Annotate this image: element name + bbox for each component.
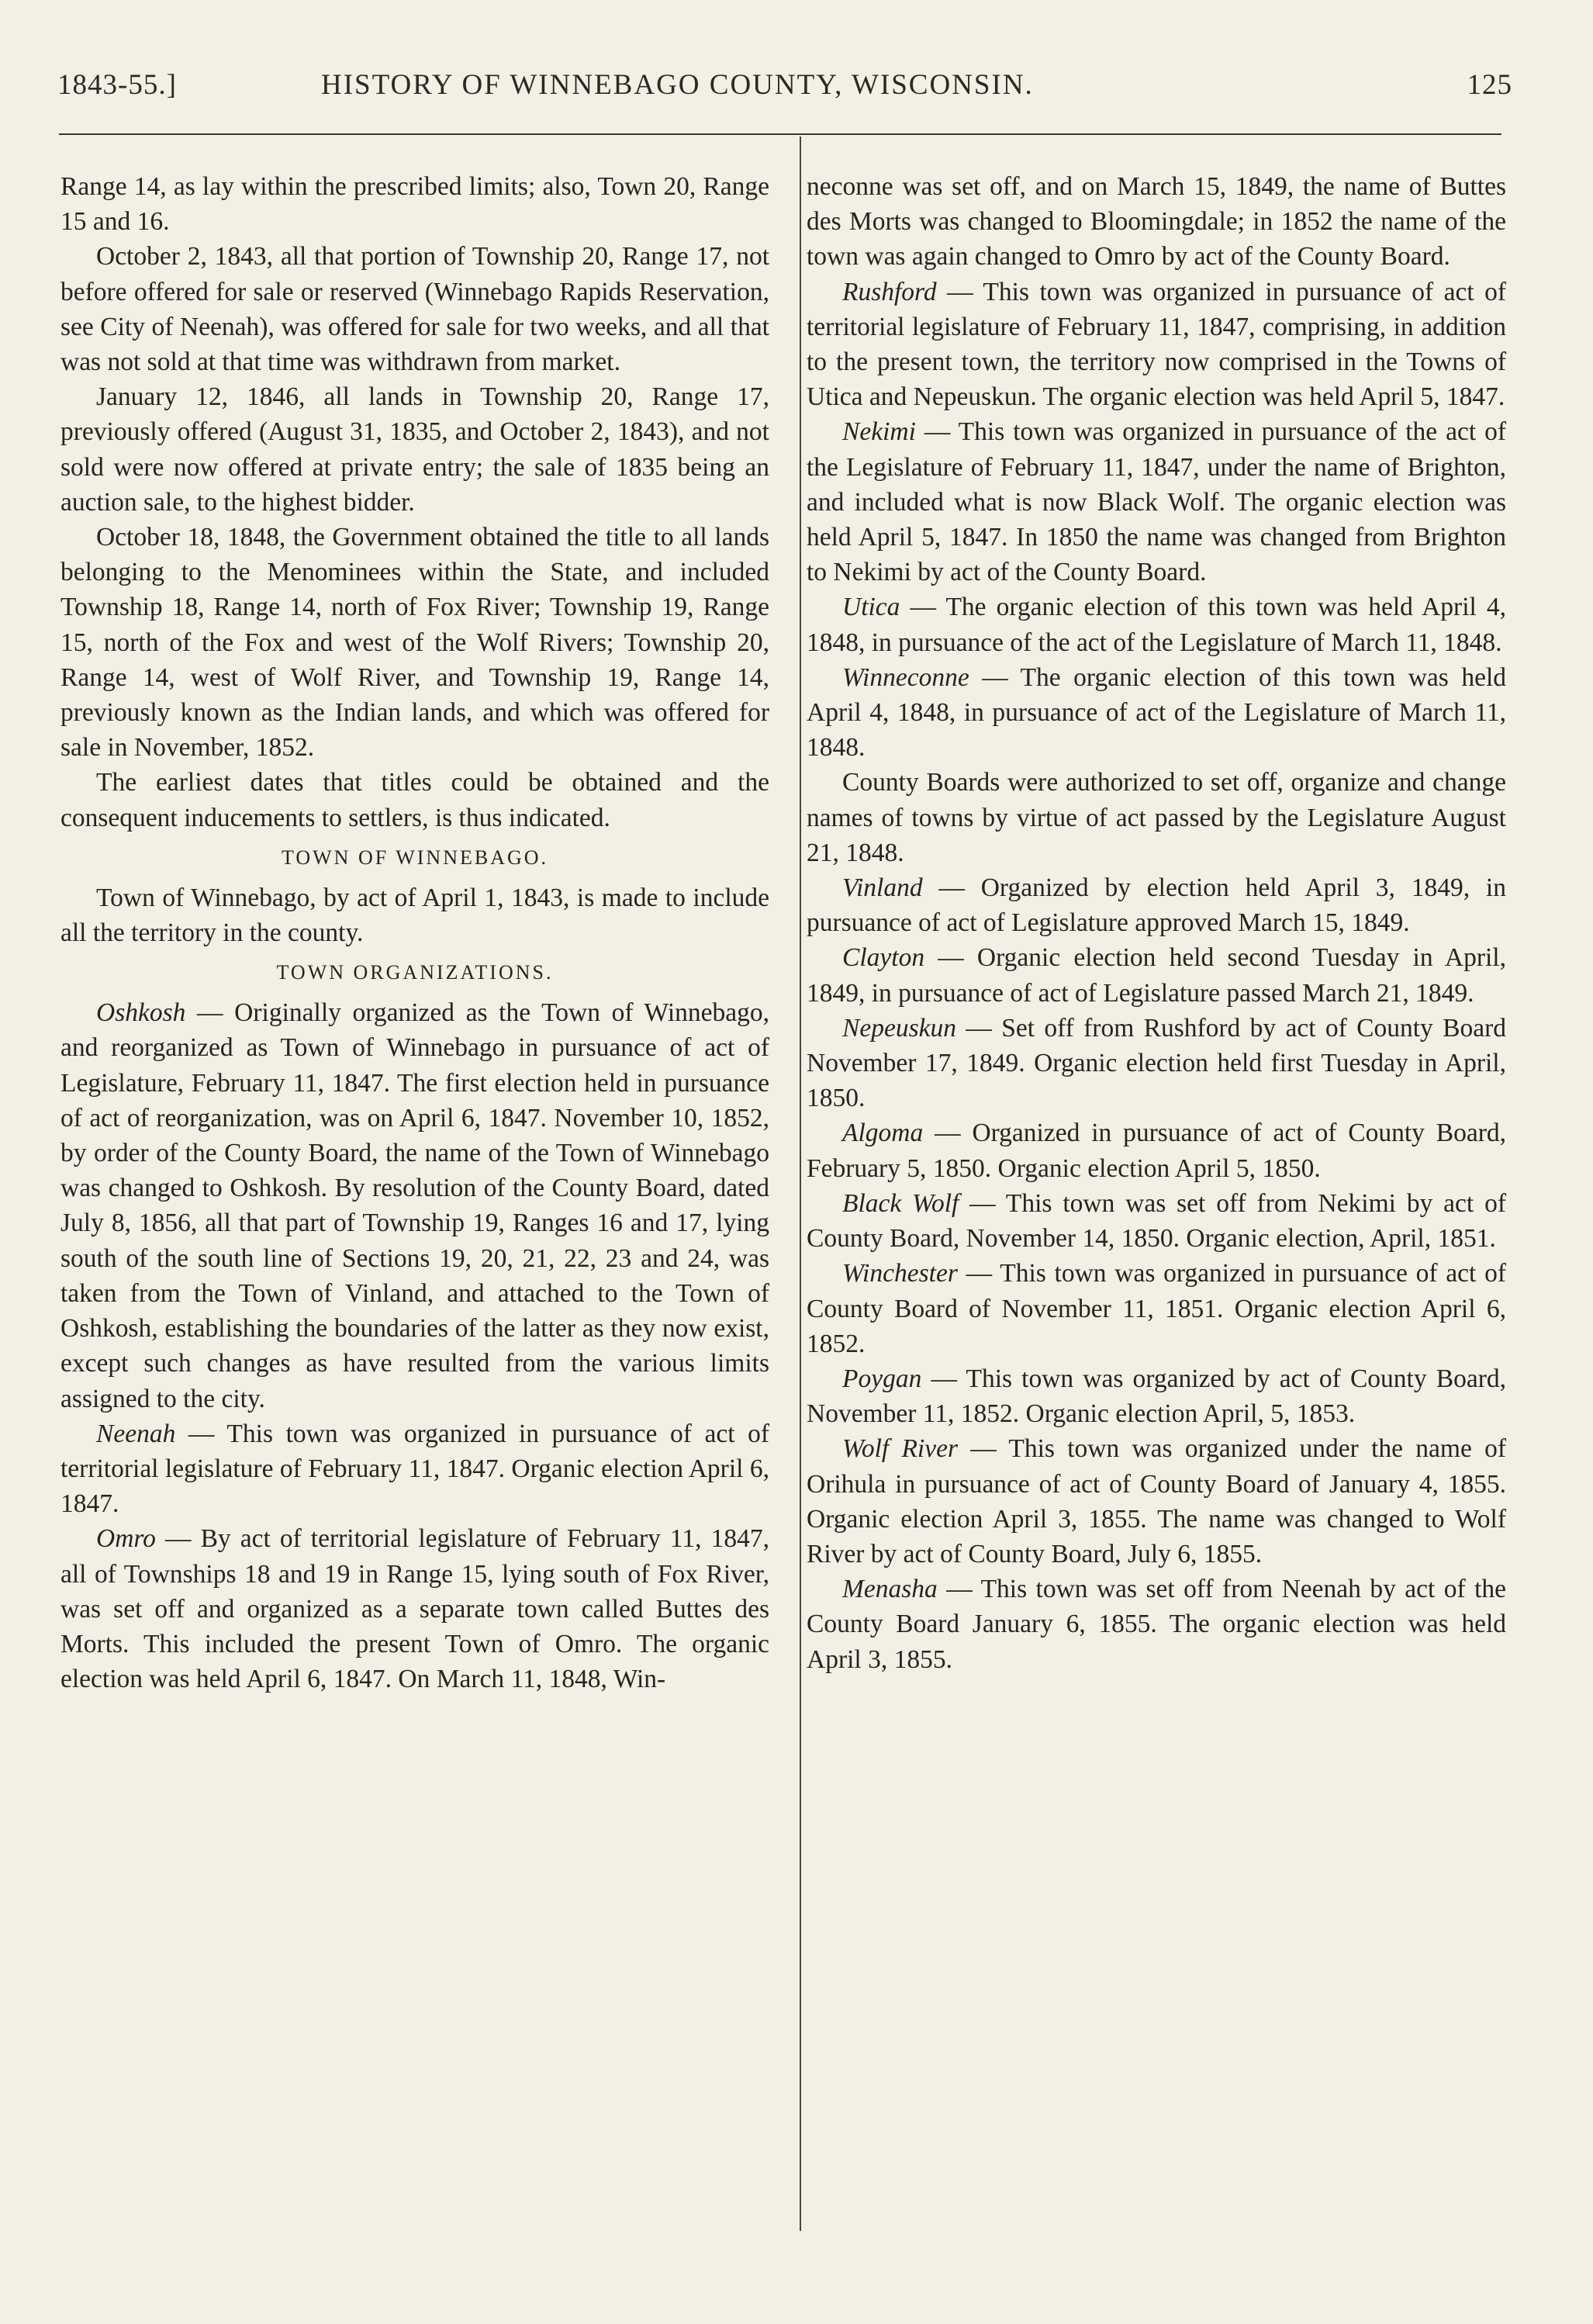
town-text: — The organic election of this town was held April 4, 1848, in pursuance of the act of the Legislature of March 11, 1848. (807, 593, 1506, 657)
right-column (807, 169, 1506, 1677)
town-entry (807, 1431, 1506, 1572)
town-name: Clayton (842, 943, 925, 973)
town-text: — This town was set off from Neenah by act of the County Board January 6, 1855. The organic election was held April 3, 1855. (807, 1575, 1506, 1674)
town-name: Nepeuskun (842, 1013, 956, 1043)
town-entry (807, 870, 1506, 940)
town-entry (807, 275, 1506, 415)
town-entry (60, 995, 769, 1416)
town-text: — This town was organized by act of County Board, November 11, 1852. Organic election April, 5, 1853. (807, 1364, 1506, 1429)
town-entry (807, 940, 1506, 1010)
town-name: Wolf River (842, 1434, 958, 1464)
town-name: Utica (842, 593, 900, 622)
town-entry (807, 1011, 1506, 1116)
town-entry (807, 1572, 1506, 1677)
town-entry (807, 1256, 1506, 1361)
header-rule (59, 133, 1501, 135)
town-entry (807, 660, 1506, 766)
paragraph: Town of Winnebago, by act of April 1, 1843, is made to include all the territory in the county. (60, 883, 769, 948)
town-name: Vinland (842, 873, 923, 903)
town-entry (807, 414, 1506, 590)
paragraph: Range 14, as lay within the prescribed limits; also, Town 20, Range 15 and 16. (60, 172, 769, 237)
column-divider (800, 137, 801, 2231)
running-header (57, 68, 1512, 109)
town-text: — Organized by election held April 3, 1849, in pursuance of act of Legislature approved March 15, 1849. (807, 873, 1506, 938)
town-name: Nekimi (842, 417, 916, 447)
page-number: 125 (1467, 69, 1512, 101)
town-entry (807, 1115, 1506, 1185)
town-entry (807, 1361, 1506, 1431)
town-name: Omro (96, 1524, 156, 1554)
town-text: — Originally organized as the Town of Winnebago, and reorganized as Town of Winnebago in pursuance of act of Legislature, February 11, 1847. The first election held in pursuance of act of reorganization, was on April 6, 1847. November 10, 1852, by order of the County Board, the name of the Town of Winnebago was changed to Oshkosh. By resolution of the County Board, dated July 8, 1856, all that part of Township 19, Ranges 16 and 17, lying south of the south line of Sections 19, 20, 21, 22, 23 and 24, was taken from the Town of Vinland, and attached to the Town of Oshkosh, establishing the boundaries of the latter as they now exist, except such changes as have resulted from the various limits assigned to the city. (60, 998, 769, 1413)
town-entry (60, 1521, 769, 1696)
town-name: Oshkosh (96, 998, 186, 1028)
town-entry (807, 590, 1506, 659)
date-range: 1843-55.] (57, 69, 177, 101)
paragraph: neconne was set off, and on March 15, 1849, the name of Buttes des Morts was changed to Bloomingdale; in 1852 the name of the town was again changed to Omro by act of the County Board. (807, 172, 1506, 271)
town-text: — By act of territorial legislature of February 11, 1847, all of Townships 18 and 19 in Range 15, lying south of Fox River, was set off and organized as a separate town called Buttes des Morts. This included the present Town of Omro. The organic election was held April 6, 1847. On March 11, 1848, Win- (60, 1524, 769, 1694)
town-text: — This town was organized in pursuance of the act of the Legislature of February 11, 1847, under the name of Brighton, and included what is now Black Wolf. The organic election was held April 5, 1847. In 1850 the name was changed from Brighton to Nekimi by act of the County Board. (807, 417, 1506, 587)
town-name: Winchester (842, 1259, 958, 1288)
town-name: Poygan (842, 1364, 922, 1393)
town-text: — Organized in pursuance of act of County Board, February 5, 1850. Organic election April 5, 1850. (807, 1119, 1506, 1183)
paragraph: The earliest dates that titles could be obtained and the consequent inducements to settlers, is thus indicated. (60, 768, 769, 832)
town-text: — This town was organized in pursuance of act of territorial legislature of February 11, 1847. Organic election April 6, 1847. (60, 1419, 769, 1519)
town-text: — This town was organized in pursuance of act of territorial legislature of February 11, 1847, comprising, in addition to the present town, the territory now comprised in the Towns of Utica and Nepeuskun. The organic election was held April 5, 1847. (807, 277, 1506, 412)
paragraph: October 18, 1848, the Government obtained the title to all lands belonging to the Menominees within the State, and included Township 18, Range 14, north of Fox River; Township 19, Range 15, north of the Fox and west of the Wolf Rivers; Township 20, Range 14, west of Wolf River, and Township 19, Range 14, previously known as the Indian lands, and which was offered for sale in November, 1852. (60, 523, 769, 763)
section-heading: TOWN ORGANIZATIONS. (276, 961, 554, 984)
town-text: — This town was organized in pursuance of act of County Board of November 11, 1851. Organic election April 6, 1852. (807, 1259, 1506, 1358)
paragraph: County Boards were authorized to set off, organize and change names of towns by virtue of act passed by the Legislature August 21, 1848. (807, 768, 1506, 867)
town-text: — Set off from Rushford by act of County Board November 17, 1849. Organic election held first Tuesday in April, 1850. (807, 1013, 1506, 1113)
town-text: — The organic election of this town was held April 4, 1848, in pursuance of act of the Legislature of March 11, 1848. (807, 662, 1506, 763)
town-name: Rushford (842, 277, 937, 306)
town-name: Menasha (842, 1575, 938, 1604)
left-column (60, 169, 769, 1696)
town-name: Algoma (842, 1119, 924, 1148)
page-title: HISTORY OF WINNEBAGO COUNTY, WISCONSIN. (321, 69, 1034, 101)
town-text: — This town was set off from Nekimi by act of County Board, November 14, 1850. Organic election, April, 1851. (807, 1188, 1506, 1254)
town-name: Neenah (96, 1419, 176, 1448)
town-name: Winneconne (842, 662, 969, 692)
section-heading: TOWN OF WINNEBAGO. (281, 846, 549, 869)
paragraph: October 2, 1843, all that portion of Township 20, Range 17, not before offered for sale or reserved (Winnebago Rapids Reservation, see City of Neenah), was offered for sale for two weeks, and all that was not sold at that time was withdrawn from market. (60, 242, 769, 377)
town-name: Black Wolf (842, 1188, 959, 1218)
town-entry (807, 1186, 1506, 1256)
town-text: — This town was organized under the name of Orihula in pursuance of act of County Board of January 4, 1855. Organic election April 3, 1855. The name was changed to Wolf River by act of County Board, July 6, 1855. (807, 1434, 1506, 1568)
town-text: — Organic election held second Tuesday in April, 1849, in pursuance of act of Legislature passed March 21, 1849. (807, 943, 1506, 1008)
paragraph: January 12, 1846, all lands in Township 20, Range 17, previously offered (August 31, 1835, and October 2, 1843), and not sold were now offered at private entry; the sale of 1835 being an auction sale, to the highest bidder. (60, 382, 769, 517)
town-entry (60, 1416, 769, 1522)
